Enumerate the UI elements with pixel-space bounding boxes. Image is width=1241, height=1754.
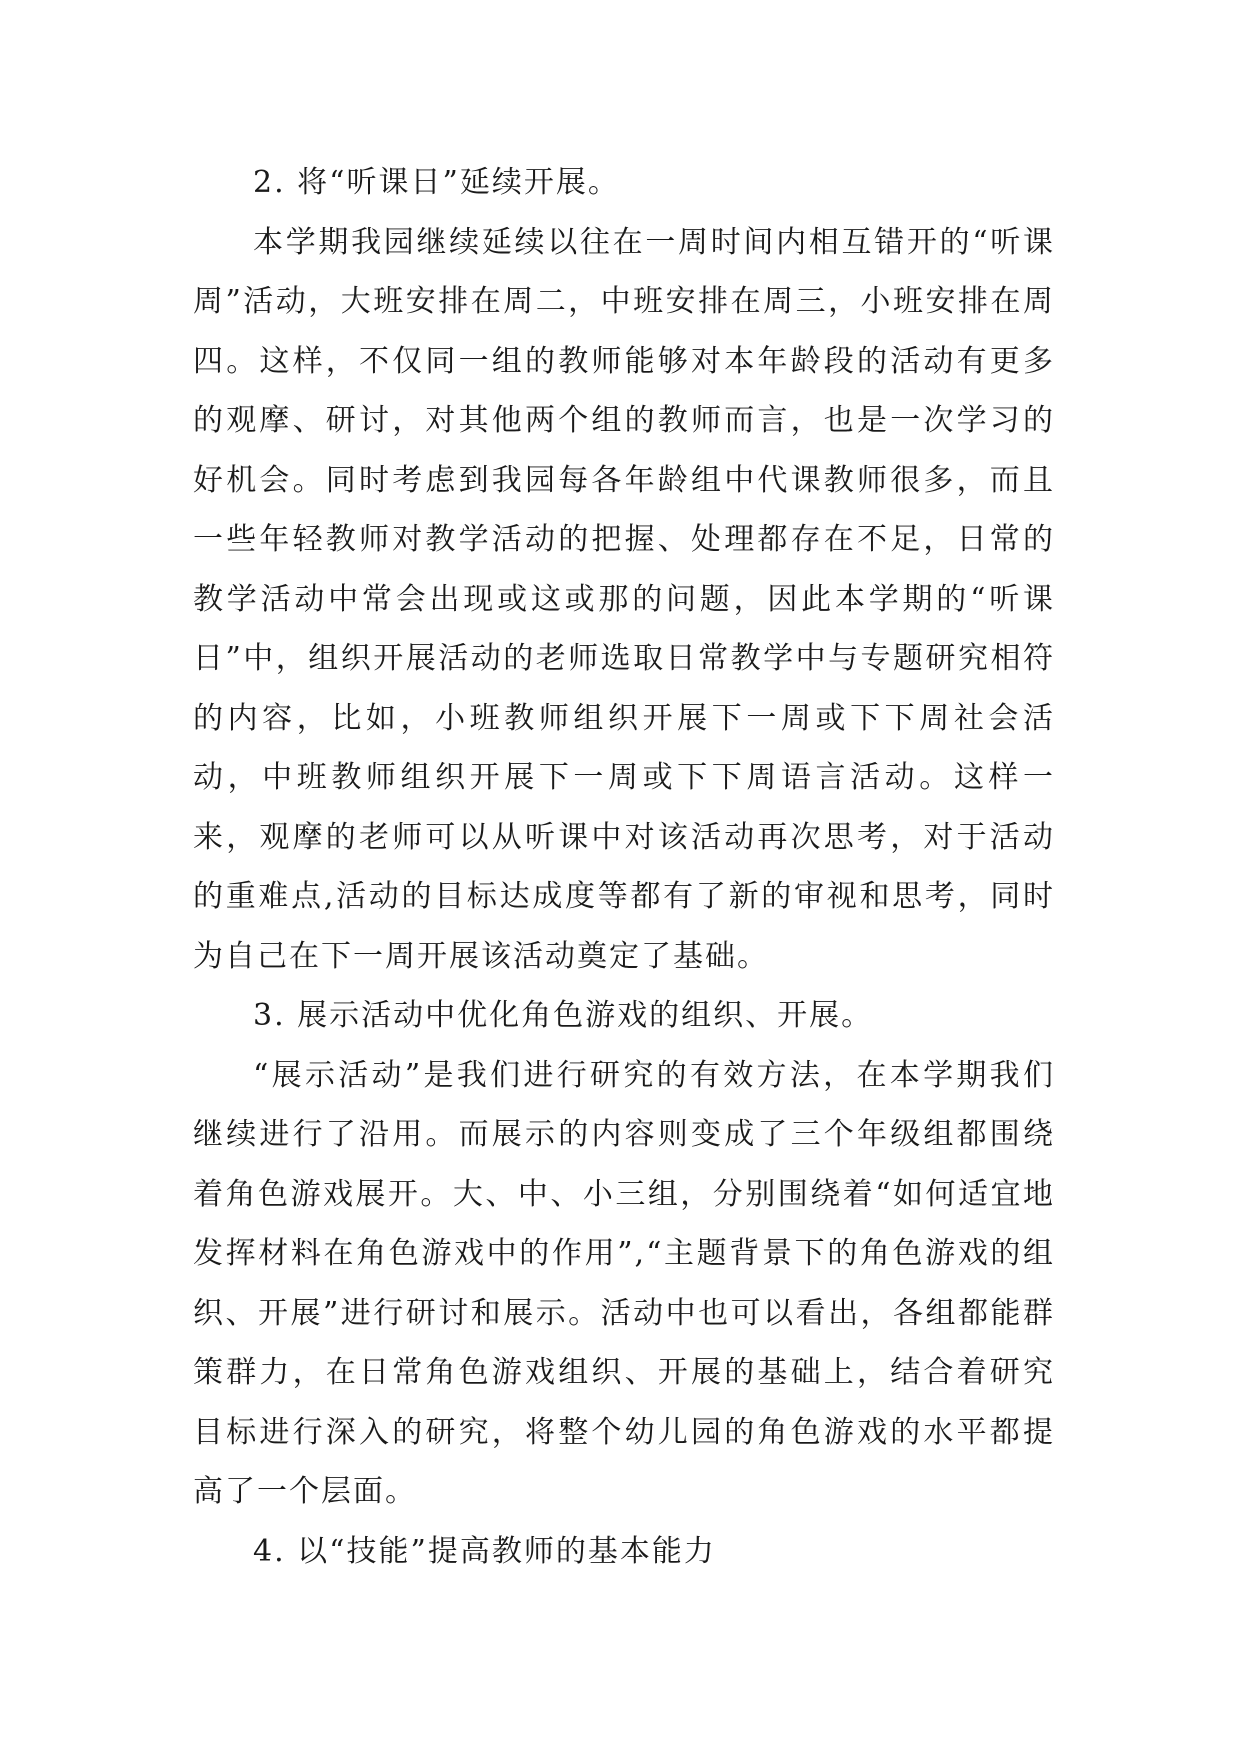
paragraph-role-play: “展示活动”是我们进行研究的有效方法，在本学期我们继续进行了沿用。而展示的内容则变成了三个年级组都围绕着角色游戏展开。大、中、小三组，分别围绕着“如何适宜地发挥材料在角色游戏中的作用”,“主题背景下的角色游戏的组织、开展”进行研讨和展示。活动中也可以看出，各组都能群策群力，在日常角色游戏组织、开展的基础上，结合着研究目标进行深入的研究，将整个幼儿园的角色游戏的水平都提高了一个层面。	[193, 1057, 1055, 1509]
heading-skills: 4. 以“技能”提高教师的基本能力	[253, 1533, 716, 1569]
heading-listening-day: 2. 将“听课日”延续开展。	[253, 165, 620, 200]
heading-role-play: 3. 展示活动中优化角色游戏的组织、开展。	[253, 998, 874, 1033]
document-body	[193, 153, 1055, 1581]
paragraph-listening-day: 本学期我园继续延续以往在一周时间内相互错开的“听课周”活动，大班安排在周二，中班安排在周三，小班安排在周四。这样，不仅同一组的教师能够对本年龄段的活动有更多的观摩、研讨，对其他两个组的教师而言，也是一次学习的好机会。同时考虑到我园每各年龄组中代课教师很多，而且一些年轻教师对教学活动的把握、处理都存在不足，日常的教学活动中常会出现或这或那的问题，因此本学期的“听课日”中，组织开展活动的老师选取日常教学中与专题研究相符的内容，比如，小班教师组织开展下一周或下下周社会活动，中班教师组织开展下一周或下下周语言活动。这样一来，观摩的老师可以从听课中对该活动再次思考，对于活动的重难点,活动的目标达成度等都有了新的审视和思考，同时为自己在下一周开展该活动奠定了基础。	[193, 224, 1055, 974]
